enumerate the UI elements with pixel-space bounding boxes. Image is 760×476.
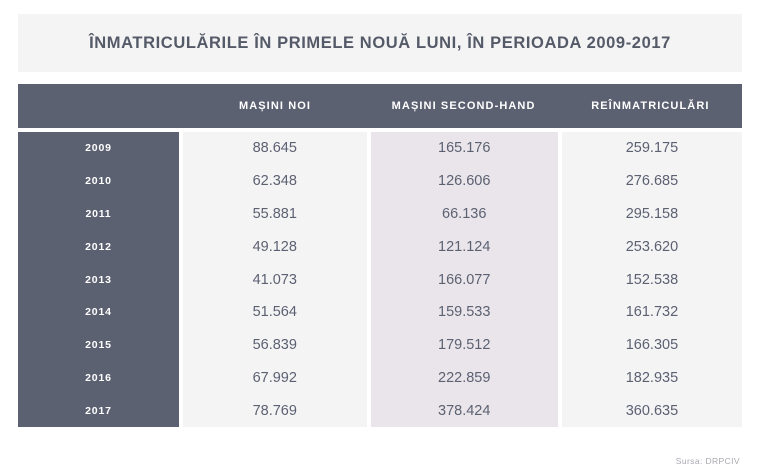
page-title: ÎNMATRICULĂRILE ÎN PRIMELE NOUĂ LUNI, ÎN PERIOADA 2009-2017 [89, 33, 671, 52]
cell-value: 159.533 [438, 304, 491, 321]
cell-value: 222.859 [438, 369, 491, 386]
table-row: 2010 [85, 175, 112, 188]
cell-value: 152.538 [625, 271, 679, 288]
cell-value: 66.136 [442, 205, 487, 222]
table-row: 2013 [85, 273, 112, 286]
column-reregistrations [562, 132, 742, 427]
table-row: 2009 [85, 142, 112, 155]
table-body [18, 132, 742, 427]
title-band [18, 14, 742, 72]
cell-value: 88.645 [252, 140, 297, 157]
cell-value: 49.128 [252, 238, 297, 255]
table-row: 2012 [85, 240, 112, 253]
column-header-reregistrations: REÎNMATRICULĂRI [591, 100, 710, 112]
table-row: 2017 [85, 404, 112, 417]
table-header-row [18, 84, 742, 128]
column-new-cars [183, 132, 367, 427]
table-row: 2016 [85, 371, 112, 384]
cell-value: 295.158 [625, 205, 679, 222]
column-header-new-cars: MAȘINI NOI [238, 100, 312, 112]
column-years [18, 132, 179, 427]
cell-value: 259.175 [625, 140, 679, 157]
column-second-hand [371, 132, 558, 427]
cell-value: 121.124 [438, 238, 491, 255]
cell-value: 62.348 [252, 173, 297, 190]
cell-value: 56.839 [252, 337, 297, 354]
table-row: 2014 [85, 306, 112, 319]
infographic-table [0, 14, 760, 476]
cell-value: 78.769 [252, 402, 297, 419]
cell-value: 179.512 [438, 337, 491, 354]
cell-value: 51.564 [252, 304, 297, 321]
cell-value: 360.635 [625, 402, 679, 419]
cell-value: 55.881 [252, 205, 297, 222]
table-row: 2015 [85, 339, 112, 352]
cell-value: 166.305 [625, 337, 679, 354]
cell-value: 276.685 [625, 173, 679, 190]
cell-value: 67.992 [252, 369, 297, 386]
cell-value: 253.620 [625, 238, 679, 255]
cell-value: 166.077 [438, 271, 491, 288]
column-header-second-hand: MAȘINI SECOND-HAND [391, 100, 536, 112]
cell-value: 41.073 [252, 271, 297, 288]
source-note: Sursa: DRPCIV [675, 456, 740, 466]
cell-value: 161.732 [625, 304, 679, 321]
cell-value: 126.606 [438, 173, 491, 190]
cell-value: 182.935 [625, 369, 679, 386]
cell-value: 165.176 [438, 140, 491, 157]
data-table [18, 84, 742, 427]
cell-value: 378.424 [438, 402, 491, 419]
table-row: 2011 [85, 207, 112, 220]
